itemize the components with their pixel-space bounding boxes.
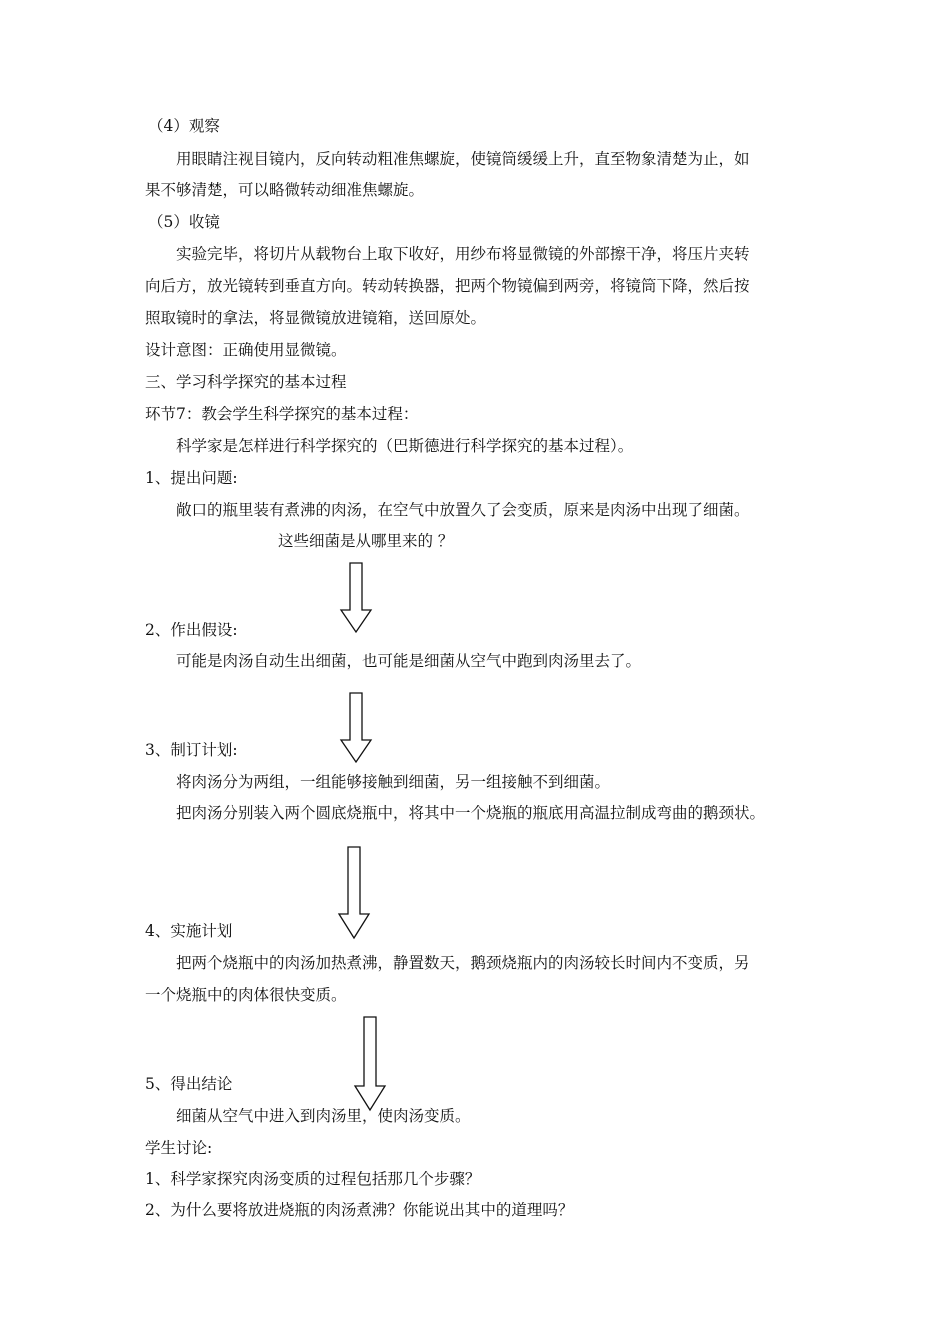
down-arrow-2	[338, 692, 374, 764]
section3-title: 三、学习科学探究的基本过程	[145, 373, 347, 391]
step4-text-line2: 一个烧瓶中的肉体很快变质。	[145, 986, 347, 1004]
step4-text-line1: 把两个烧瓶中的肉汤加热煮沸，静置数天，鹅颈烧瓶内的肉汤较长时间内不变质，另	[176, 954, 750, 972]
discussion-question-2: 2、为什么要将放进烧瓶的肉汤煮沸？你能说出其中的道理吗？	[145, 1201, 574, 1219]
step1-text-line1: 敞口的瓶里装有煮沸的肉汤，在空气中放置久了会变质，原来是肉汤中出现了细菌。	[176, 501, 750, 519]
collect-heading: （5）收镜	[148, 213, 220, 231]
step5-title: 5、得出结论	[145, 1075, 233, 1093]
observe-text-line1: 用眼睛注视目镜内，反向转动粗准焦螺旋，使镜筒缓缓上升，直至物象清楚为止，如	[176, 150, 750, 168]
discussion-question-1: 1、科学家探究肉汤变质的过程包括那几个步骤？	[145, 1170, 481, 1188]
step4-title: 4、实施计划	[145, 922, 233, 940]
step2-title: 2、作出假设:	[145, 621, 238, 639]
step1-title: 1、提出问题:	[145, 469, 238, 487]
step3-text-line2: 把肉汤分别装入两个圆底烧瓶中，将其中一个烧瓶的瓶底用高温拉制成弯曲的鹅颈状。	[176, 804, 766, 822]
down-arrow-3	[336, 846, 372, 940]
step5-text-line1: 细菌从空气中进入到肉汤里，使肉汤变质。	[176, 1107, 471, 1125]
collect-text-line1: 实验完毕，将切片从载物台上取下收好，用纱布将显微镜的外部擦干净，将压片夹转	[176, 245, 750, 263]
observe-heading: （4）观察	[148, 117, 220, 135]
collect-text-line2: 向后方，放光镜转到垂直方向。转动转换器，把两个物镜偏到两旁，将镜筒下降，然后按	[145, 277, 750, 295]
down-arrow-1	[338, 562, 374, 634]
discussion-title: 学生讨论:	[145, 1139, 213, 1157]
down-arrow-4	[352, 1016, 388, 1112]
collect-text-line3: 照取镜时的拿法，将显微镜放进镜箱，送回原处。	[145, 309, 487, 327]
design-intent: 设计意图：正确使用显微镜。	[145, 341, 347, 359]
step2-text-line1: 可能是肉汤自动生出细菌，也可能是细菌从空气中跑到肉汤里去了。	[176, 652, 642, 670]
step3-title: 3、制订计划:	[145, 741, 238, 759]
intro-text: 科学家是怎样进行科学探究的（巴斯德进行科学探究的基本过程）。	[176, 437, 634, 455]
step1-text-line2: 这些细菌是从哪里来的 ？	[278, 532, 454, 550]
observe-text-line2: 果不够清楚，可以略微转动细准焦螺旋。	[145, 181, 425, 199]
link7-title: 环节7：教会学生科学探究的基本过程：	[145, 405, 419, 423]
step3-text-line1: 将肉汤分为两组，一组能够接触到细菌，另一组接触不到细菌。	[176, 773, 611, 791]
